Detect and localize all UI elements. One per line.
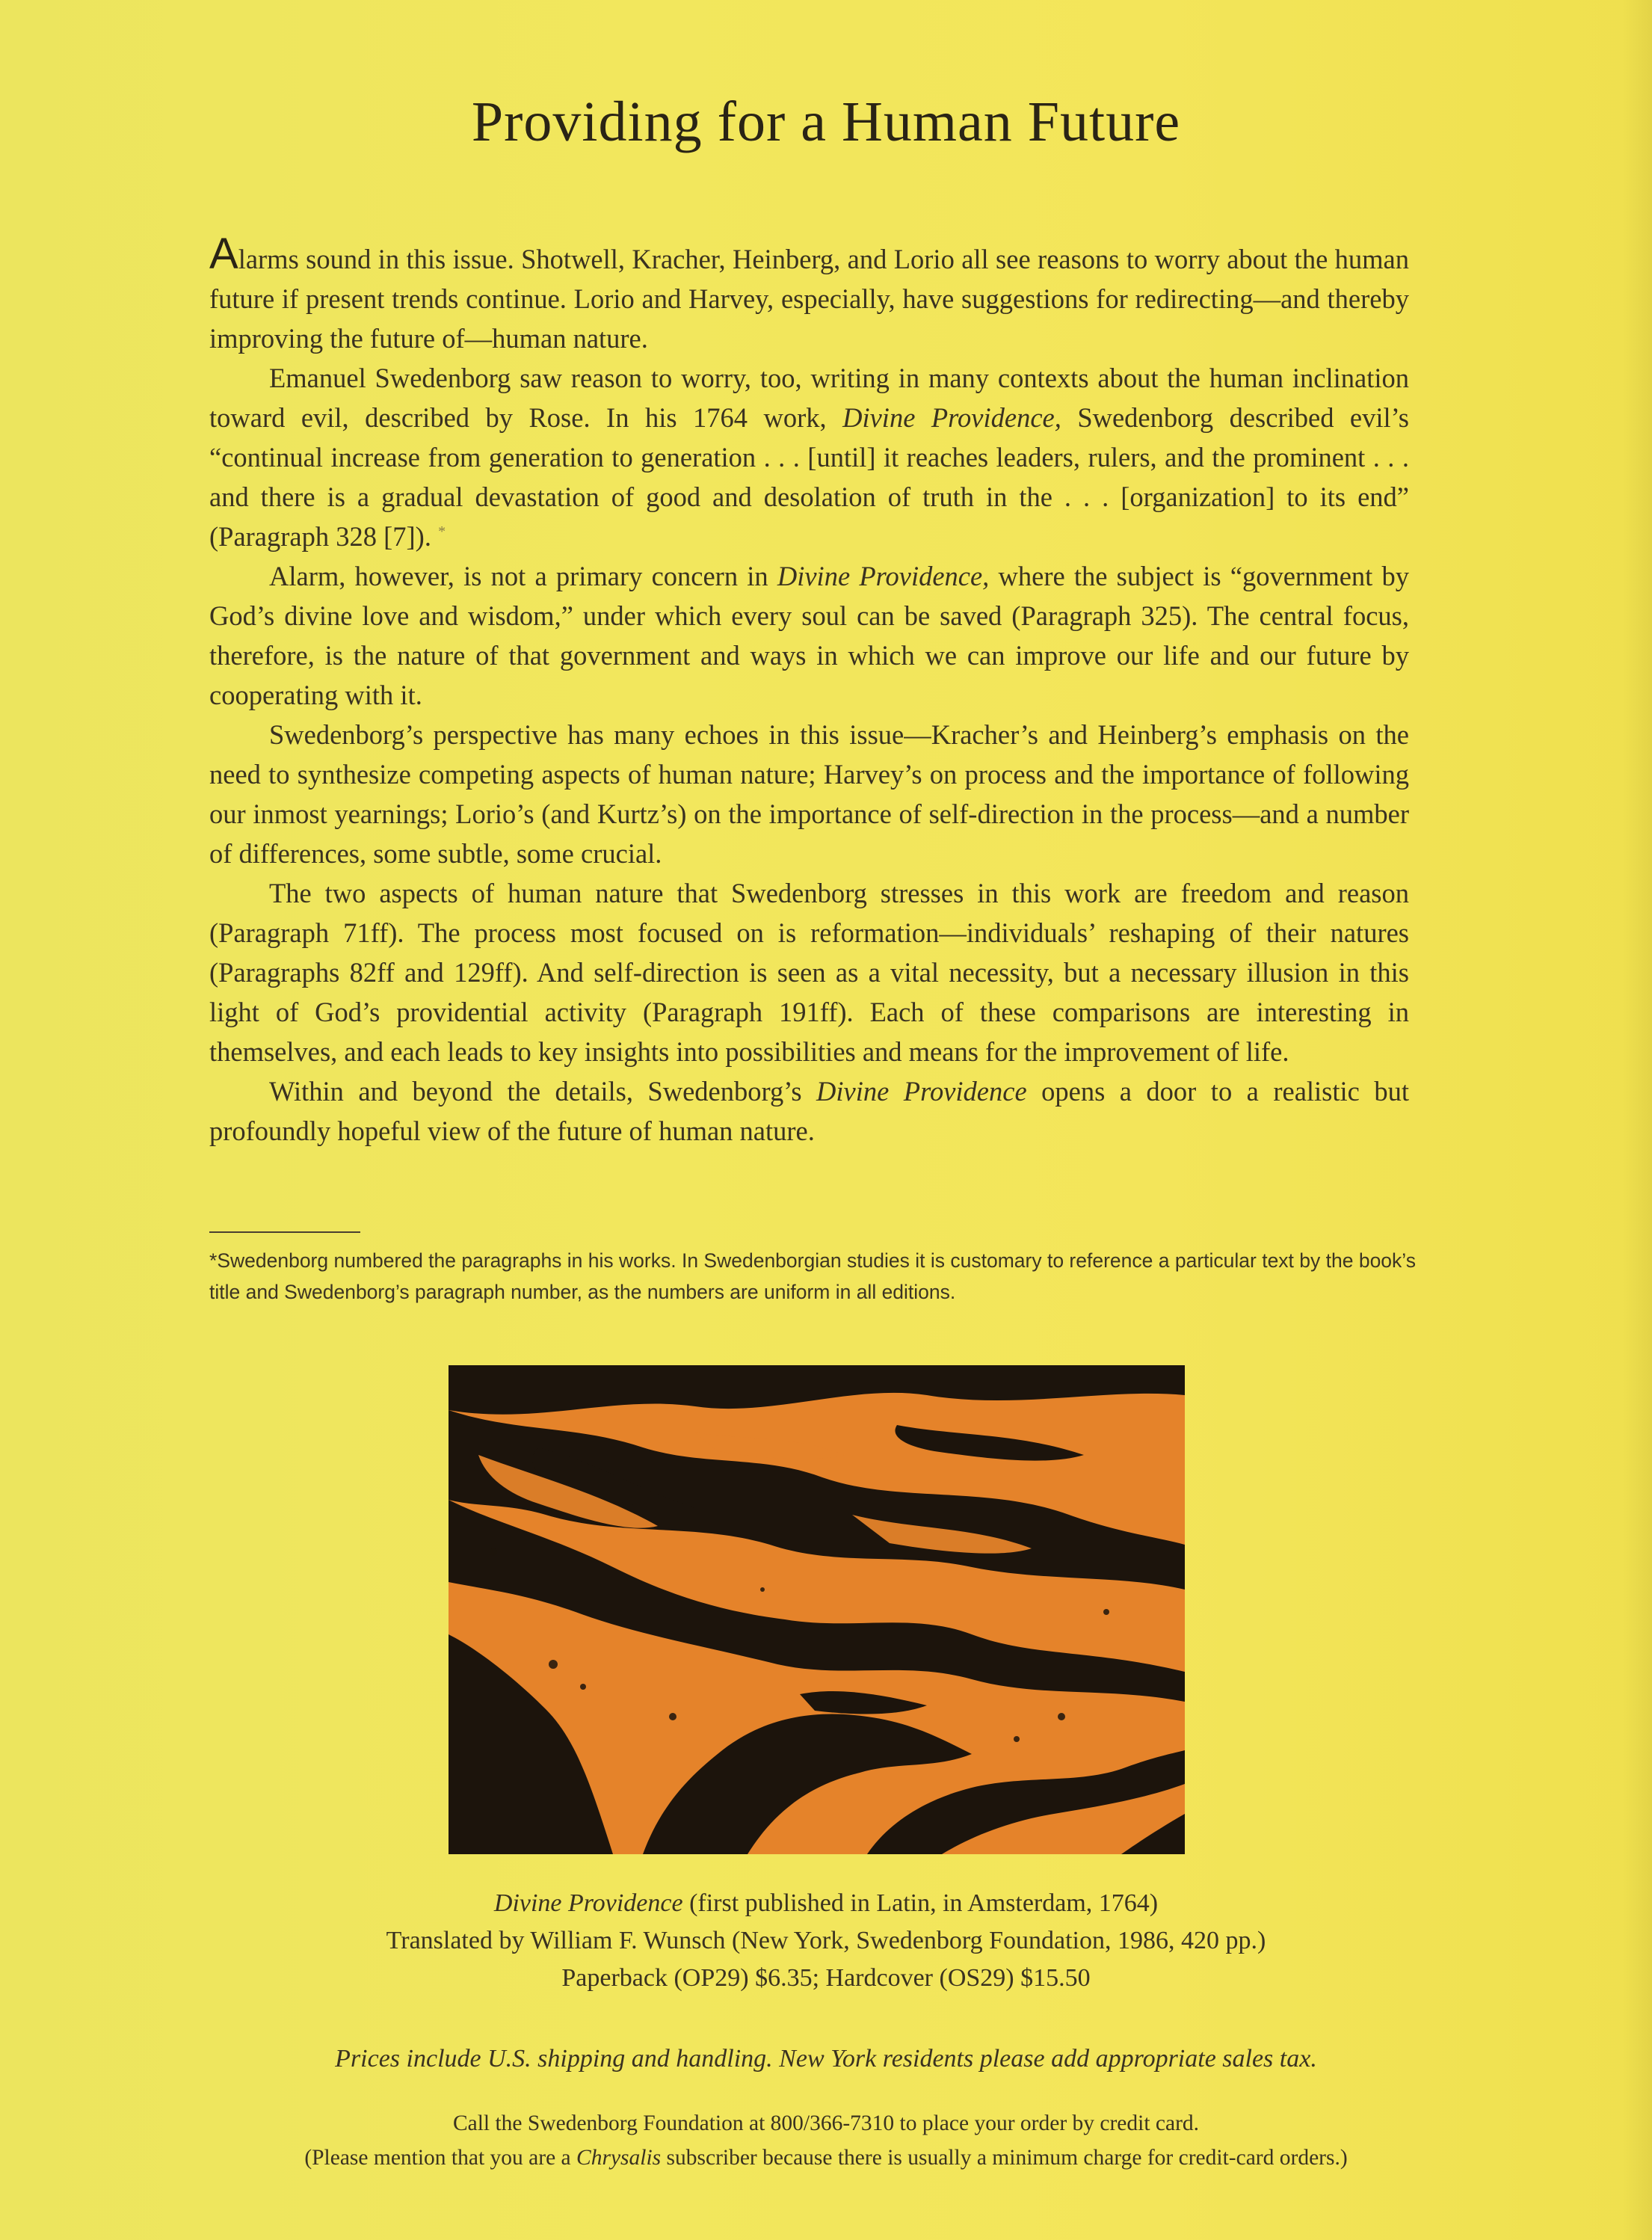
book-cover-artwork [449,1365,1185,1854]
tax-note: Prices include U.S. shipping and handling. New York residents please add appropriate sales tax. [335,2045,1317,2073]
order-phone-line: Call the Swedenborg Foundation at 800/366-7310 to place your order by credit card. [452,2111,1200,2135]
order-note-text-a: (Please mention that you are a [304,2146,577,2170]
drop-cap: A [209,230,238,278]
paragraph-6-text-a: Within and beyond the details, Swedenborg’s [269,1076,817,1107]
footnote-rule [209,1231,360,1233]
paragraph-2 [209,358,1409,556]
paragraph-3-text-a: Alarm, however, is not a primary concern in [269,561,777,591]
caption-prices: Paperback (OP29) $6.35; Hardcover (OS29) $15.50 [561,1964,1091,1992]
paragraph-3 [209,556,1409,715]
magazine-title: Chrysalis [576,2146,662,2170]
footnote-marker: * [438,523,446,540]
paragraph-6-text-b: opens a door to a realistic but profoundly hopeful view of the future of human nature. [209,1076,1409,1146]
paragraph-5: The two aspects of human nature that Swedenborg stresses in this work are freedom and reason (Paragraph 71ff). The process most focused on is reformation—individuals’ reshaping of their natures (Paragraphs 82ff and 129ff). And self-direction is seen as a vital necessity, but a necessary illusion in this light of God’s providential activity (Paragraph 191ff). Each of these comparisons are interesting in themselves, and each leads to key insights into possibilities and means for the improvement of life. [209,878,1409,1067]
caption-publication-info: (first published in Latin, in Amsterdam, 1764) [682,1889,1159,1917]
paragraph-4: Swedenborg’s perspective has many echoes in this issue—Kracher’s and Heinberg’s emphasis on the need to synthesize competing aspects of human nature; Harvey’s on process and the importance of following our inmost yearnings; Lorio’s (and Kurtz’s) on the importance of self-direction in the process—and a number of differences, some subtle, some crucial. [209,719,1409,869]
book-caption [0,1885,1652,1997]
paragraph-1-text: larms sound in this issue. Shotwell, Kracher, Heinberg, and Lorio all see reasons to worry about the human future if present trends continue. Lorio and Harvey, especially, have suggestions for redirecting—and thereby improving the future of—human nature. [209,244,1409,354]
page-title: Providing for a Human Future [471,90,1181,153]
paragraph-2-text-a: Emanuel Swedenborg saw reason to worry, too, writing in many contexts about the human inclination toward evil, described by Rose. In his 1764 work, [209,363,1409,433]
footnote: *Swedenborg numbered the paragraphs in his works. In Swedenborgian studies it is customary to reference a particular text by the book’s title and Swedenborg’s paragraph number, as the numbers are uniform in all editions. [209,1249,1416,1303]
paragraph-2-text-b: Swedenborg described evil’s “continual increase from generation to generation . . . [until] it reaches leaders, rulers, and the prominent . . . and there is a gradual devastation of good and desolation of truth in the . . . [organization] to its end” (Paragraph 328 [7]). [209,402,1410,552]
paragraph-3-text-b: where the subject is “government by God’s divine love and wisdom,” under which every soul can be saved (Paragraph 325). The central focus, therefore, is the nature of that government and ways in which we can improve our life and our future by cooperating with it. [209,561,1409,710]
order-info [0,2106,1652,2175]
paragraph-6 [209,1071,1409,1151]
caption-translator: Translated by William F. Wunsch (New York, Swedenborg Foundation, 1986, 420 pp.) [386,1927,1266,1954]
abstract-brushstroke-art [449,1365,1185,1854]
paragraph-1 [209,230,1409,358]
article-body [209,230,1410,1151]
caption-book-title: Divine Providence [493,1889,683,1917]
book-title-ref: Divine Providence, [777,561,990,591]
book-title-ref: Divine Providence, [842,402,1061,433]
order-note-text-b: subscriber because there is usually a minimum charge for credit-card orders.) [661,2146,1348,2170]
order-subscriber-note [0,2141,1652,2175]
caption-title-line [0,1885,1652,1922]
book-title-ref: Divine Providence [816,1076,1027,1107]
